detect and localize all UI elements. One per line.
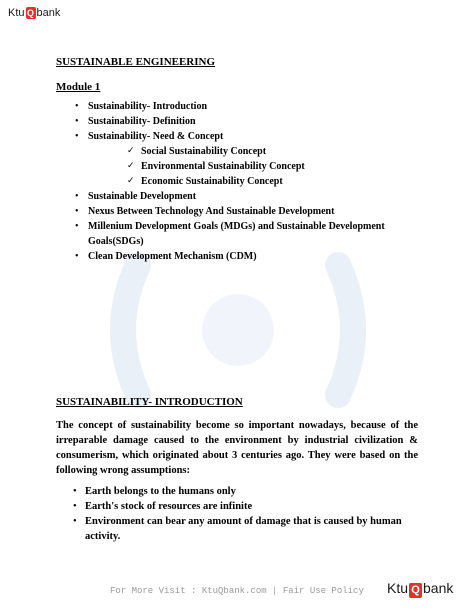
module-outline [56,99,436,264]
brand-prefix: Ktu [8,7,25,19]
brand-logo-bottom [387,581,453,598]
section-heading: SUSTAINABILITY- INTRODUCTION [56,396,243,408]
outline-subitem: ✓ Environmental Sustainability Concept [56,159,436,174]
list-item: • Earth belongs to the humans only [56,484,422,499]
watermark-logo [98,240,378,420]
footer-link-text[interactable]: For More Visit : KtuQbank.com | Fair Use Policy [110,586,364,596]
outline-item: • Nexus Between Technology And Sustainable Development [56,204,436,219]
outline-item: • Sustainable Development [56,189,436,204]
list-item: • Environment can bear any amount of damage that is caused by human activity. [56,514,422,544]
brand-q-mark: Q [27,8,35,18]
outline-item: • Sustainability- Introduction [56,99,436,114]
intro-paragraph: The concept of sustainability become so important nowadays, because of the irreparable damage caused to the environment by industrial civilization & consumerism, which originated about 3 centuries ago. They were based on the following wrong assumptions: [56,420,418,476]
brand-prefix: Ktu [387,580,409,596]
outline-subitem: ✓ Social Sustainability Concept [56,144,436,159]
course-title: SUSTAINABLE ENGINEERING [56,56,216,68]
list-item: • Earth's stock of resources are infinite [56,499,422,514]
assumptions-list [56,484,422,544]
brand-suffix: bank [423,580,454,596]
outline-item: • Clean Development Mechanism (CDM) [56,249,436,264]
brand-q-mark: Q [409,583,422,598]
module-heading: Module 1 [56,81,101,93]
outline-subitem: ✓ Economic Sustainability Concept [56,174,436,189]
outline-item: • Millenium Development Goals (MDGs) and Sustainable Development Goals(SDGs) [56,219,436,249]
outline-item: • Sustainability- Need & Concept [56,129,436,144]
brand-suffix: bank [36,7,61,19]
outline-item: • Sustainability- Definition [56,114,436,129]
brand-logo-top [8,7,60,19]
